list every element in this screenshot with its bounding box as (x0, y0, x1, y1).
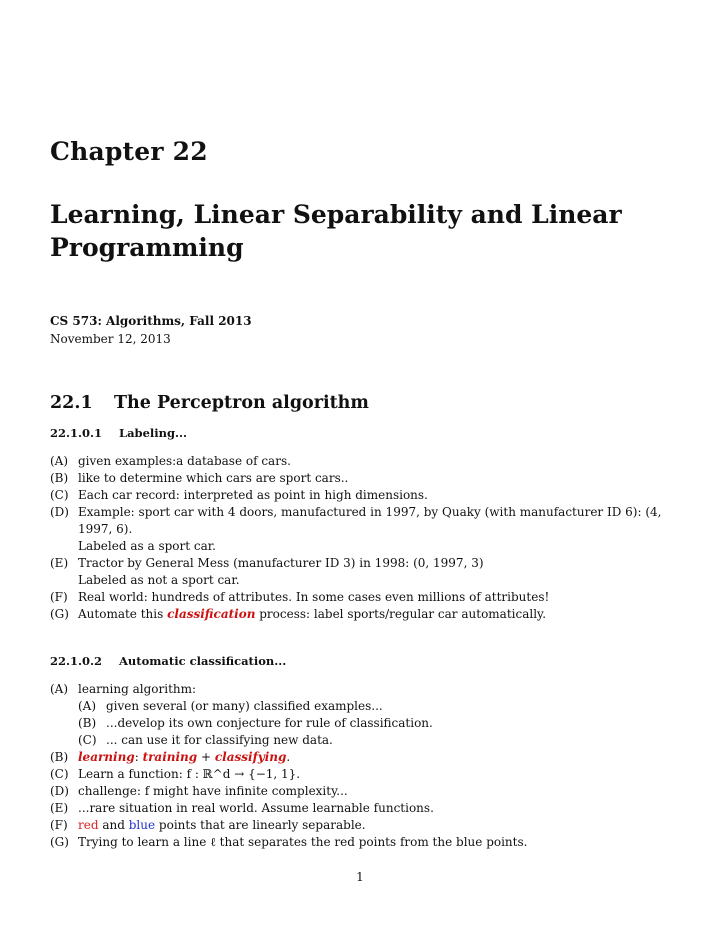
list-item (50, 470, 680, 487)
item-label: (B) (50, 750, 69, 764)
item-label: (C) (50, 488, 69, 502)
subsection-heading-labeling (50, 426, 187, 440)
item-text: given examples:a database of cars. (78, 454, 291, 468)
subsection-heading-automatic-classification (50, 654, 286, 668)
item-text: given several (or many) classified examples... (106, 699, 383, 713)
item-label: (D) (50, 505, 69, 519)
item-label: (D) (50, 784, 69, 798)
item-end: . (286, 750, 291, 764)
list-item (50, 555, 680, 589)
page-number: 1 (356, 870, 364, 884)
list-item (50, 749, 680, 766)
item-label: (F) (50, 818, 68, 832)
item-label: (E) (50, 801, 69, 815)
item-label: (E) (50, 556, 69, 570)
item-label: (A) (78, 699, 97, 713)
item-text: Tractor by General Mess (manufacturer ID 3) in 1998: (0, 1997, 3) (78, 556, 484, 570)
item-text: ... can use it for classifying new data. (106, 733, 333, 747)
item-text: ...develop its own conjecture for rule of classification. (106, 716, 433, 730)
item-label: (A) (50, 682, 69, 696)
date-line: November 12, 2013 (50, 332, 171, 346)
list-item (50, 783, 680, 800)
emphasis-training: training (142, 750, 198, 764)
chapter-title: Learning, Linear Separability and Linear Programming (50, 200, 622, 262)
item-label: (B) (78, 716, 97, 730)
blue-word: blue (128, 818, 156, 832)
section-number: 22.1 (50, 393, 93, 413)
subsection-title: Labeling... (119, 426, 188, 440)
item-continuation: Labeled as not a sport car. (78, 573, 240, 587)
item-label: (C) (50, 767, 69, 781)
course-line: CS 573: Algorithms, Fall 2013 (50, 314, 252, 328)
separator: + (197, 750, 215, 764)
item-text-mid: and (98, 818, 129, 832)
item-text: challenge: f might have infinite complexity... (78, 784, 348, 798)
item-text-post: process: label sports/regular car automatically. (255, 607, 547, 621)
nested-list-item (78, 715, 680, 732)
red-word: red (78, 818, 99, 832)
item-label: (C) (78, 733, 97, 747)
chapter-label: Chapter 22 (50, 137, 208, 166)
subsection-number: 22.1.0.1 (50, 426, 103, 440)
list-item (50, 766, 680, 783)
nested-list-item (78, 732, 680, 749)
item-text-pre: Automate this (78, 607, 168, 621)
list-item (50, 606, 680, 623)
item-continuation: Labeled as a sport car. (78, 539, 216, 553)
subsection-number: 22.1.0.2 (50, 654, 103, 668)
list-item (50, 681, 680, 749)
section-title: The Perceptron algorithm (114, 393, 369, 413)
emphasis-classifying: classifying (214, 750, 287, 764)
section-heading (50, 393, 369, 413)
item-label: (B) (50, 471, 69, 485)
list-item (50, 800, 680, 817)
item-text-post: points that are linearly separable. (155, 818, 366, 832)
list-item (50, 504, 680, 555)
list-item (50, 817, 680, 834)
nested-list (78, 698, 680, 749)
item-text: Learn a function: f : ℝ^d → {−1, 1}. (78, 767, 301, 781)
list-item (50, 589, 680, 606)
item-text: Example: sport car with 4 doors, manufactured in 1997, by Quaky (with manufacturer ID 6): (4, 1997, 6). (78, 505, 662, 536)
classification-list (50, 681, 680, 851)
item-text: Trying to learn a line ℓ that separates the red points from the blue points. (78, 835, 528, 849)
item-text: learning algorithm: (78, 682, 197, 696)
item-text: Real world: hundreds of attributes. In some cases even millions of attributes! (78, 590, 550, 604)
list-item (50, 453, 680, 470)
item-label: (A) (50, 454, 69, 468)
list-item (50, 834, 680, 851)
labeling-list (50, 453, 680, 623)
subsection-title: Automatic classification... (119, 654, 287, 668)
list-item (50, 487, 680, 504)
separator: : (134, 750, 143, 764)
emphasis-learning: learning (78, 750, 135, 764)
item-text: like to determine which cars are sport cars.. (78, 471, 349, 485)
item-label: (F) (50, 590, 68, 604)
emphasis-classification: classification (167, 607, 256, 621)
item-text: Each car record: interpreted as point in high dimensions. (78, 488, 428, 502)
item-text: ...rare situation in real world. Assume learnable functions. (78, 801, 434, 815)
item-label: (G) (50, 607, 69, 621)
nested-list-item (78, 698, 680, 715)
item-label: (G) (50, 835, 69, 849)
